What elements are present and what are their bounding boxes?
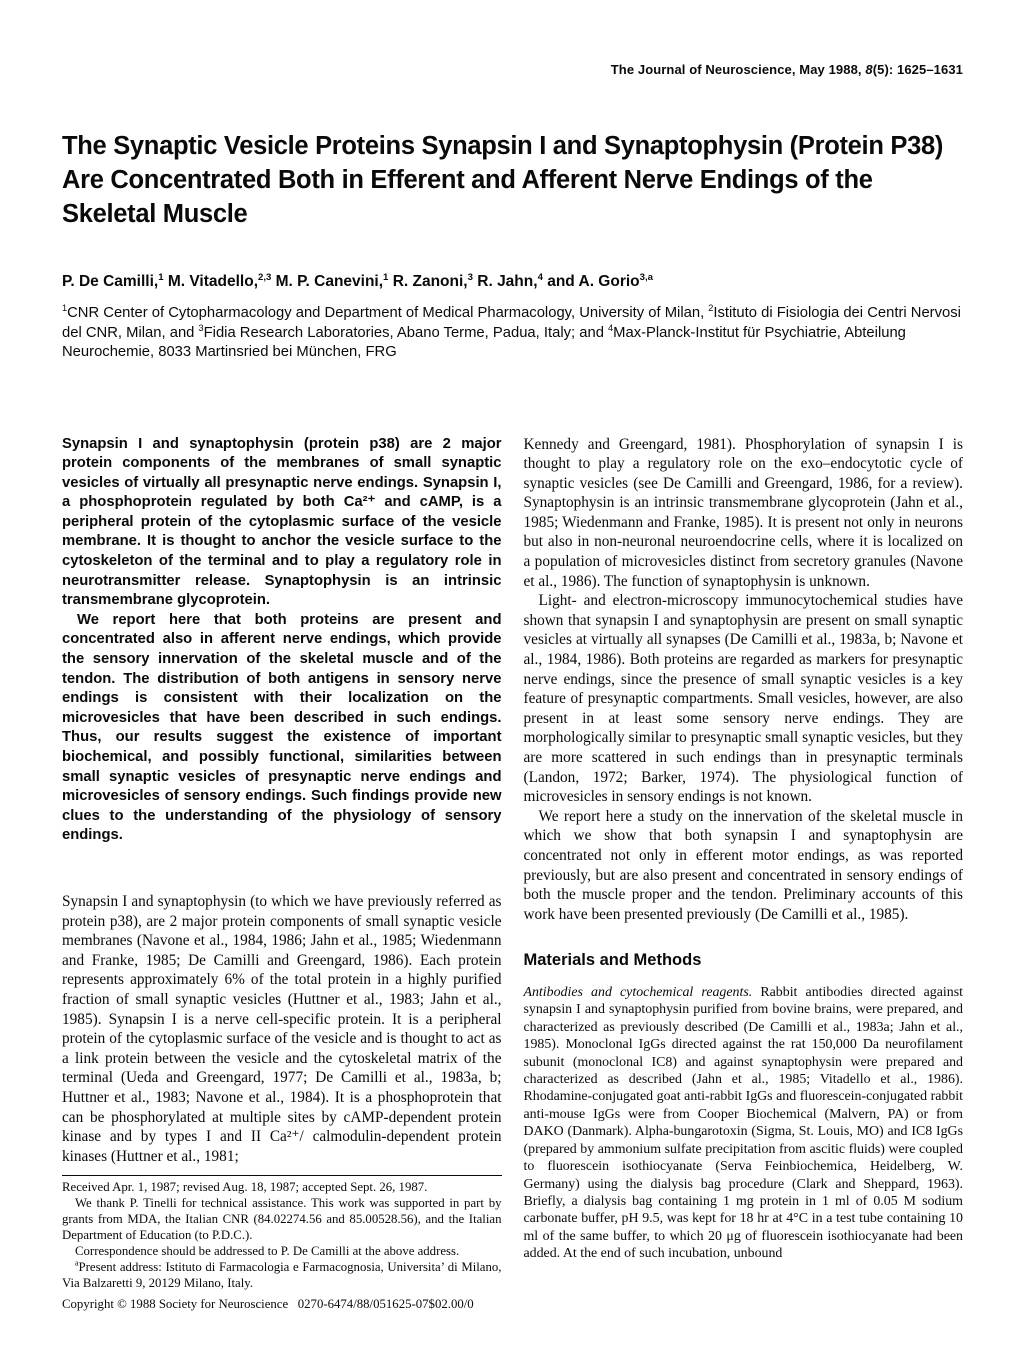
authors-line <box>62 273 963 291</box>
author-affiliation-superscript: 2,3 <box>258 271 272 283</box>
introduction-paragraph-right-2: Light- and electron-microscopy immunocytochemical studies have shown that synapsin I and synaptophysin are present on small synaptic vesicles at virtually all synapses (De Camilli et al., 1983a, b; Navone et al., 1984, 1986). Both proteins are regarded as markers for presynaptic nerve endings, since the presence of small synaptic vesicles is a key feature of presynaptic compartments. Small vesicles, however, are also present in at least some sensory nerve endings. They are morphologically similar to presynaptic small synaptic vesicles, but they are more scattered in such endings than in presynaptic terminals (Landon, 1972; Barker, 1974). The physiological function of microvesicles in sensory endings is not known. <box>523 592 963 806</box>
author-name: M. Vitadello, <box>163 273 258 290</box>
author-name: M. P. Canevini, <box>271 273 384 290</box>
footnote-superscript: a <box>75 1258 79 1268</box>
methods-lead-in-italic: Antibodies and cytochemical reagents. <box>523 985 753 1001</box>
left-column <box>62 435 502 1313</box>
introduction-paragraph-right-continuation: Kennedy and Greengard, 1981). Phosphorylation of synapsin I is thought to play a regulatory role on the exo–endocytotic cycle of synaptic vesicles (see De Camilli and Greengard, 1986, for a review). Synaptophysin is an intrinsic transmembrane glycoprotein (Jahn et al., 1985; Wiedenmann and Franke, 1985). It is present not only in neurons but also in non-neuronal neuroendocrine cells, where it is localized on a population of microvesicles distinct from secretory granules (Navone et al., 1986). The function of synaptophysin is unknown. <box>523 435 963 590</box>
introduction-paragraph-right-3: We report here a study on the innervation of the skeletal muscle in which we show that both synapsin I and synaptophysin are concentrated not only in efferent motor endings, as was reported previously, but are also present and concentrated in sensory endings of both the muscle proper and the tendon. Preliminary accounts of this work have been presented previously (De Camilli et al., 1985). <box>523 807 963 923</box>
affiliation-superscript: 4 <box>608 322 614 333</box>
page-title: The Synaptic Vesicle Proteins Synapsin I and Synaptophysin (Protein P38) Are Concentrated Both in Efferent and Afferent Nerve Endings of the Skeletal Muscle <box>62 132 944 228</box>
affiliation-text: Fidia Research Laboratories, Abano Terme, Padua, Italy; and <box>203 324 609 341</box>
author-name: and A. Gorio <box>542 273 640 290</box>
abstract-paragraph-2: We report here that both proteins are present and concentrated also in afferent nerve endings, which provide the sensory innervation of the skeletal muscle and of the tendon. The distribution of both antigens in sensory nerve endings is consistent with their localization on the microvesicles that have been described in such endings. Thus, our results suggest the existence of important biochemical, and possibly functional, similarities between small synaptic vesicles of presynaptic nerve endings and microvesicles of sensory endings. Such findings provide new clues to the understanding of the physiology of sensory endings. <box>62 611 502 844</box>
footnotes-block <box>62 1175 502 1312</box>
footnote-acknowledgements: We thank P. Tinelli for technical assistance. This work was supported in part by grants from MDA, the Italian CNR (84.02274.56 and 85.00528.56), and the Italian Department of Education (to P.D.C.). <box>62 1196 502 1242</box>
author-name: R. Zanoni, <box>388 273 468 290</box>
author-name: R. Jahn, <box>472 273 538 290</box>
author-affiliation-superscript: 3 <box>467 271 473 283</box>
abstract <box>62 435 502 846</box>
methods-paragraph-text: Rabbit antibodies directed against synapsin I and synaptophysin purified from bovine brains, were prepared, and characterized as previously described (De Camilli et al., 1983a; Jahn et al., 1985). Monoclonal IgGs directed against the rat 150,000 Da neurofilament subunit (monoclonal IC8) and against synaptophysin were prepared and characterized as described (Jahn et al., 1985; Vitadello et al., 1986). Rhodamine-conjugated goat anti-rabbit IgGs and fluorescein-conjugated rabbit anti-mouse IgGs were from Cooper Biochemical (Malvern, PA) or from DAKO (Danmark). Alpha-bungarotoxin (Sigma, St. Louis, MO) and IC8 IgGs (prepared by ammonium sulfate precipitation from ascitic fluids) were coupled to fluorescein isothiocyanate (Serva Feinbiochemica, Heidelberg, W. Germany) using the dialysis bag procedure (Clark and Sheppard, 1963). Briefly, a dialysis bag containing 1 mg protein in 1 ml of 0.05 M sodium carbonate buffer, pH 9.5, was kept for 18 hr at 4°C in a test tube containing 10 ml of the same buffer, to which 20 μg of fluorescein isothiocyanate had been added. At the end of such incubation, unbound <box>523 985 963 1262</box>
materials-and-methods-heading: Materials and Methods <box>523 951 702 970</box>
methods-paragraph <box>524 984 964 1263</box>
abstract-paragraph-1: Synapsin I and synaptophysin (protein p38) are 2 major protein components of the membranes of small synaptic vesicles of virtually all presynaptic nerve endings. Synapsin I, a phosphoprotein regulated by both Ca²⁺ and cAMP, is a peripheral protein of the cytoplasmic surface of the vesicle membrane. It is thought to anchor the vesicle surface to the cytoskeleton of the terminal and to play a regulatory role in neurotransmitter release. Synaptophysin is an intrinsic transmembrane glycoprotein. <box>62 435 502 609</box>
author-affiliation-superscript: 3,a <box>639 271 653 283</box>
author-affiliation-superscript: 1 <box>383 271 389 283</box>
journal-citation-pre: The Journal of Neuroscience, May 1988, <box>610 62 866 77</box>
journal-volume: 8 <box>865 62 873 77</box>
author-affiliation-superscript: 1 <box>158 271 164 283</box>
affiliation-superscript: 1 <box>62 303 68 314</box>
affiliations <box>62 304 963 363</box>
affiliation-superscript: 2 <box>708 303 714 314</box>
journal-citation-post: (5): 1625–1631 <box>872 62 963 77</box>
footnote-correspondence: Correspondence should be addressed to P. De Camilli at the above address. <box>75 1243 460 1258</box>
right-column <box>524 435 964 1313</box>
journal-citation <box>62 0 963 77</box>
author-affiliation-superscript: 4 <box>537 271 543 283</box>
author-name: P. De Camilli, <box>62 273 159 290</box>
footnote-present-address-text: Present address: Istituto di Farmacologia e Farmacognosia, Universita’ di Milano, Via Balzaretti 9, 20129 Milano, Italy. <box>62 1259 502 1290</box>
affiliation-text: Istituto di Fisiologia dei Centri Nervosi del CNR, Milan, and <box>62 305 961 341</box>
footnote-divider <box>62 1175 502 1176</box>
introduction-paragraph-left: Synapsin I and synaptophysin (to which we have previously referred as protein p38), are 2 major protein components of small synaptic vesicle membranes (Navone et al., 1984, 1986; Jahn et al., 1985; Wiedenmann and Franke, 1985; De Camilli and Greengard, 1986). Each protein represents approximately 6% of the total protein in a highly purified fraction of small synaptic vesicles (Huttner et al., 1983; Jahn et al., 1985). Synapsin I is a nerve cell-specific protein. It is a peripheral protein of the cytoplasmic surface of the vesicle and is thought to act as a link protein between the vesicle and the cytoskeletal matrix of the terminal (Ueda and Greengard, 1977; De Camilli et al., 1983a, b; Huttner et al., 1983; Navone et al., 1984). It is a phosphoprotein that can be phosphorylated at multiple sites by cAMP-dependent protein kinase and by types I and II Ca²⁺/ calmodulin-dependent protein kinases (Huttner et al., 1981; <box>62 892 502 1165</box>
affiliation-superscript: 3 <box>198 322 204 333</box>
footnote-present-address <box>62 1260 502 1292</box>
footnote-copyright: Copyright © 1988 Society for Neuroscience 0270-6474/88/051625-07$02.00/0 <box>62 1296 474 1311</box>
affiliation-text: CNR Center of Cytopharmacology and Department of Medical Pharmacology, University of Milan, <box>67 305 709 321</box>
two-column-body <box>62 435 963 1313</box>
footnote-received: Received Apr. 1, 1987; revised Aug. 18, 1987; accepted Sept. 26, 1987. <box>62 1180 428 1195</box>
affiliation-text: Max-Planck-Institut für Psychiatrie, Abteilung Neurochemie, 8033 Martinsried bei München, FRG <box>62 324 906 360</box>
